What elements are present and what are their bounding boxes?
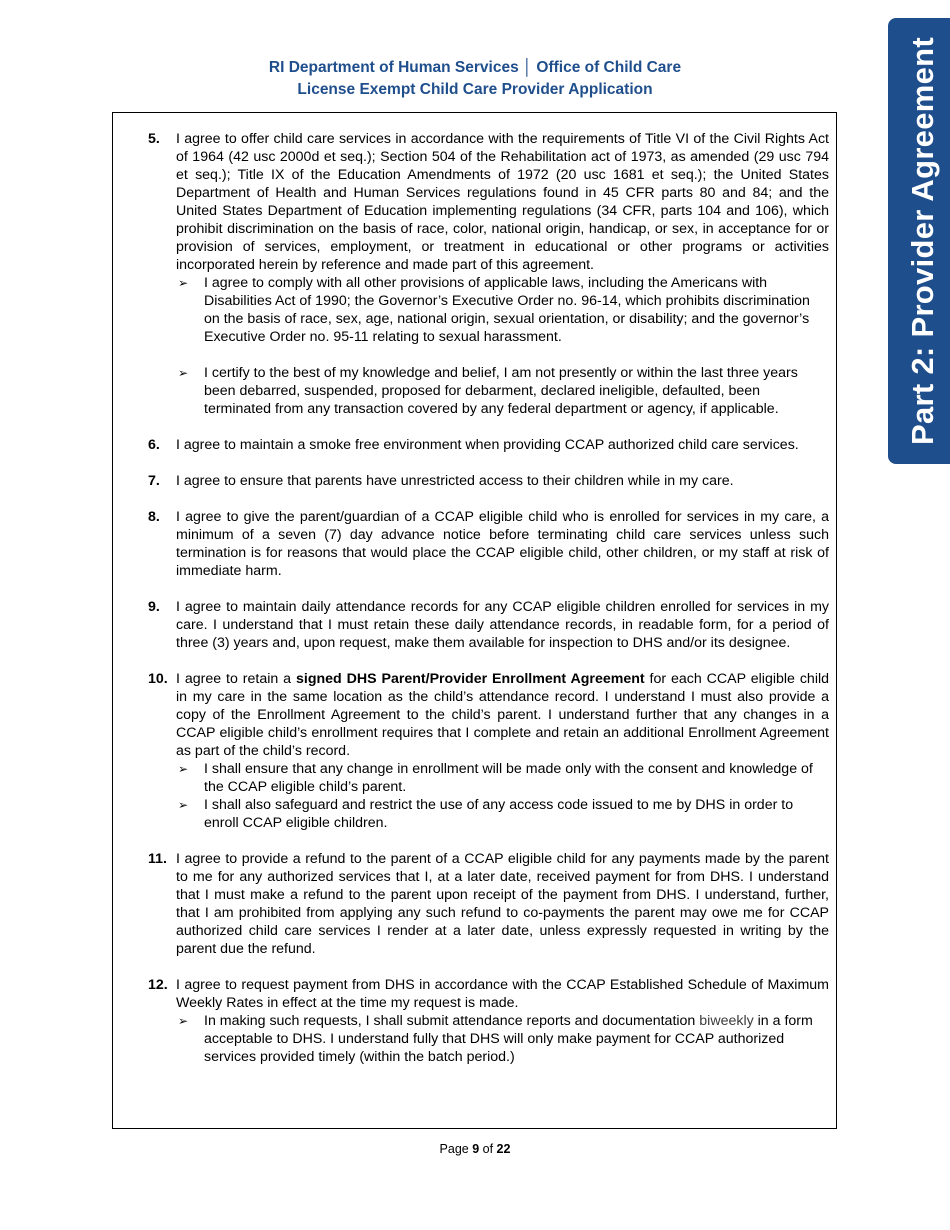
- item-text: [176, 670, 829, 760]
- header-line-1: [0, 57, 950, 79]
- office-name: Office of Child Care: [536, 59, 682, 76]
- agreement-item-6: [148, 436, 829, 454]
- page-total: 22: [496, 1142, 511, 1156]
- sub-bullet-list: [176, 1012, 829, 1066]
- sub-bullet-text: I agree to comply with all other provisions of applicable laws, including the Americans with Disabilities Act of 1990; the Governor’s Executive Order no. 96-14, which prohibits discrimination on the basis of race, sex, age, national origin, sexual orientation, or disability; and the governor’s Executive Order no. 95-11 relating to sexual harassment.: [204, 275, 810, 345]
- agreement-list: [148, 130, 829, 1084]
- arrow-bullet-icon: ➢: [178, 798, 189, 812]
- arrow-bullet-icon: ➢: [178, 366, 189, 380]
- sub-bullet: [176, 796, 829, 832]
- document-header: [0, 57, 950, 101]
- agreement-item-5: [148, 130, 829, 418]
- side-tab-label: Part 2: Provider Agreement: [905, 36, 940, 446]
- header-separator: │: [522, 59, 533, 76]
- sub-bullet: [176, 760, 829, 796]
- item-number: 5.: [148, 131, 160, 147]
- sub-bullet-text: [204, 1013, 813, 1065]
- item-number: 8.: [148, 509, 160, 525]
- agreement-item-7: [148, 472, 829, 490]
- arrow-bullet-icon: ➢: [178, 762, 189, 776]
- enrollment-agreement-emphasis: signed DHS Parent/Provider Enrollment Agreement: [295, 671, 645, 687]
- sub-bullet-list: [176, 760, 829, 832]
- page-number: 9: [472, 1142, 480, 1156]
- item-text: I agree to maintain daily attendance records for any CCAP eligible children enrolled for services in my care. I understand that I must retain these daily attendance records, in readable form, for a period of three (3) years and, upon request, make them available for inspection to DHS and/or its designee.: [176, 599, 829, 651]
- arrow-bullet-icon: ➢: [178, 276, 189, 290]
- item-number: 11.: [148, 851, 167, 867]
- side-tab: [888, 18, 950, 464]
- department-name: RI Department of Human Services: [268, 59, 519, 76]
- arrow-bullet-icon: ➢: [178, 1014, 189, 1028]
- agreement-item-9: [148, 598, 829, 652]
- item-number: 9.: [148, 599, 160, 615]
- agreement-item-12: [148, 976, 829, 1066]
- agreement-item-8: [148, 508, 829, 580]
- sub-bullet-text: I shall also safeguard and restrict the use of any access code issued to me by DHS in order to enroll CCAP eligible children.: [204, 797, 794, 831]
- item-number: 7.: [148, 473, 160, 489]
- item-number: 6.: [148, 437, 160, 453]
- sub-bullet-text: I certify to the best of my knowledge and belief, I am not presently or within the last three years been debarred, suspended, proposed for debarment, declared ineligible, defaulted, been terminated from any transaction covered by any federal department or agency, if applicable.: [204, 365, 798, 417]
- agreement-item-10: [148, 670, 829, 832]
- sub-bullet-text: I shall ensure that any change in enrollment will be made only with the consent and knowledge of the CCAP eligible child’s parent.: [204, 761, 813, 795]
- item-text: I agree to provide a refund to the parent of a CCAP eligible child for any payments made by the parent to me for any authorized services that I, at a later date, received payment for from DHS. I understand that I must make a refund to the parent upon receipt of the payment from DHS. I understand, further, that I am prohibited from applying any such refund to co-payments the parent may owe me for CCAP authorized child care services I render at a later date, unless expressly requested in writing by the parent due the refund.: [176, 851, 829, 957]
- sub-bullet: [176, 1012, 829, 1066]
- item-text: I agree to request payment from DHS in accordance with the CCAP Established Schedule of Maximum Weekly Rates in effect at the time my request is made.: [176, 977, 829, 1011]
- header-line-2: License Exempt Child Care Provider Application: [297, 81, 653, 98]
- agreement-item-11: [148, 850, 829, 958]
- biweekly-term: biweekly: [699, 1013, 754, 1029]
- item-number: 12.: [148, 977, 168, 993]
- item-text: I agree to maintain a smoke free environment when providing CCAP authorized child care services.: [176, 437, 799, 453]
- item-text: I agree to give the parent/guardian of a CCAP eligible child who is enrolled for services in my care, a minimum of a seven (7) day advance notice before terminating child care services unless such termination is for reasons that would place the CCAP eligible child, other children, or my staff at risk of immediate harm.: [176, 509, 829, 579]
- sub-bullet-list: [176, 274, 829, 418]
- sub-bullet-text-part: In making such requests, I shall submit attendance reports and documentation: [204, 1013, 700, 1029]
- sub-bullet: [176, 274, 829, 346]
- item-text-part: for each CCAP eligible child in my care in the same location as the child’s attendance record. I understand I must also provide a copy of the Enrollment Agreement to the child’s parent. I understand further that any changes in a CCAP eligible child’s enrollment requires that I complete and retain an additional Enrollment Agreement as part of the child’s record.: [176, 671, 830, 759]
- item-text-part: I agree to retain a: [176, 671, 296, 687]
- page-prefix: Page: [439, 1142, 473, 1156]
- item-text: I agree to ensure that parents have unrestricted access to their children while in my care.: [176, 473, 734, 489]
- item-number: 10.: [148, 671, 168, 687]
- sub-bullet-text-part: in a form acceptable to DHS. I understand fully that DHS will only make payment for CCAP authorized services provided timely (within the batch period.): [204, 1013, 813, 1065]
- item-text: I agree to offer child care services in accordance with the requirements of Title VI of the Civil Rights Act of 1964 (42 usc 2000d et seq.); Section 504 of the Rehabilitation act of 1973, as amended (29 usc 794 et seq.); Title IX of the Education Amendments of 1972 (20 usc 1681 et seq.); the United States Department of Health and Human Services regulations found in 45 CFR parts 80 and 84; and the United States Department of Education implementing regulations (34 CFR, parts 104 and 106), which prohibit discrimination on the basis of race, color, national origin, handicap, or sex, in acceptance for or provision of services, employment, or treatment in educational or other programs or activities incorporated herein by reference and made part of this agreement.: [176, 131, 829, 273]
- sub-bullet: [176, 364, 829, 418]
- page-footer: [0, 1142, 950, 1156]
- page-of: of: [479, 1142, 497, 1156]
